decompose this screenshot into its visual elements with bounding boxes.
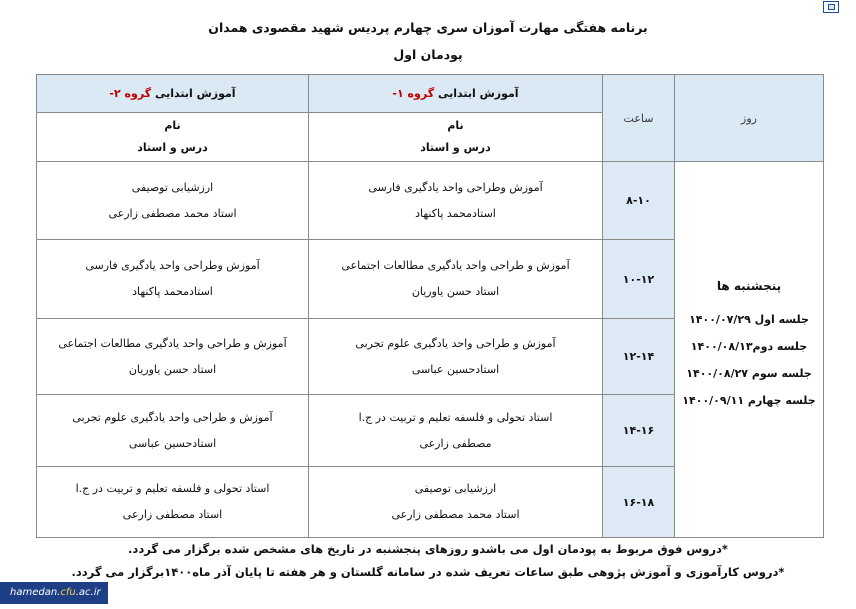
course-name: آموزش و طراحی واحد یادگیری مطالعات اجتماعی	[58, 336, 287, 350]
session-date: جلسه چهارم ۱۴۰۰/۰۹/۱۱	[682, 393, 816, 407]
teacher-name: استادحسین عباسی	[411, 362, 500, 376]
teacher-name: استادمحمد پاکنهاد	[132, 285, 213, 298]
group1-subheader	[309, 113, 603, 162]
group1-cell	[309, 240, 603, 319]
group1-header	[309, 75, 603, 113]
group2-cell	[37, 162, 309, 240]
day-title: پنجشنبه ها	[716, 278, 782, 293]
session-date: جلسه سوم ۱۴۰۰/۰۸/۲۷	[686, 366, 812, 380]
teacher-name: استاد محمد مصطفی زارعی	[391, 508, 520, 521]
site-logo	[0, 582, 108, 604]
course-name: آموزش و طراحی واحد یادگیری علوم تجربی	[72, 410, 273, 424]
course-name: آموزش وطراحی واحد یادگیری فارسی	[368, 180, 543, 194]
logo-main: hamedan.	[10, 587, 61, 598]
time-cell: ۱۴-۱۶	[603, 395, 675, 467]
course-name: استاد تحولی و فلسفه تعلیم و تربیت در ج.ا	[358, 410, 553, 424]
group2-subheader	[37, 113, 309, 162]
day-cell	[675, 162, 824, 538]
group1-cell	[309, 319, 603, 395]
teacher-name: استاد حسن یاوریان	[128, 362, 217, 376]
course-name: ارزشیابی توصیفی	[131, 180, 214, 194]
group2-cell	[37, 240, 309, 319]
group2-cell	[37, 395, 309, 467]
group2-label: گروه ۲-	[109, 87, 152, 100]
footnote-2: *دروس کارآموزی و آموزش پژوهی طبق ساعات تعریف شده در سامانه گلستان و هر هفته تا پایان آذر ماه۱۴۰۰برگزار می گردد.	[71, 565, 785, 579]
session-date: جلسه دوم۱۴۰۰/۰۸/۱۳	[690, 339, 808, 353]
name-label: نام	[447, 119, 464, 132]
day-header: روز	[675, 75, 824, 162]
group1-cell	[309, 395, 603, 467]
time-cell: ۸-۱۰	[603, 162, 675, 240]
footnote-1: *دروس فوق مربوط به پودمان اول می باشدو روزهای پنجشنبه در تاریخ های مشخص شده برگزار می گردد.	[128, 542, 728, 556]
group2-cell	[37, 467, 309, 538]
page-subtitle: پودمان اول	[393, 47, 463, 62]
course-name: استاد تحولی و فلسفه تعلیم و تربیت در ج.ا	[75, 482, 270, 495]
group1-label: گروه ۱-	[392, 87, 435, 100]
name-label: نام	[164, 119, 181, 132]
group1-cell	[309, 467, 603, 538]
group2-prefix: آموزش ابتدایی	[154, 87, 236, 100]
group2-header	[37, 75, 309, 113]
group2-cell	[37, 319, 309, 395]
course-teacher-label: درس و استاد	[420, 141, 491, 154]
schedule-table	[36, 74, 824, 538]
logo-accent: cfu	[60, 587, 76, 598]
course-teacher-label: درس و استاد	[137, 141, 208, 154]
session-date: جلسه اول ۱۴۰۰/۰۷/۲۹	[689, 312, 809, 326]
teacher-name: استاد حسن یاوریان	[411, 285, 500, 298]
course-name: ارزشیابی توصیفی	[414, 482, 497, 495]
table-row	[37, 162, 824, 240]
teacher-name: استادمحمد پاکنهاد	[415, 206, 496, 220]
time-header: ساعت	[603, 75, 675, 162]
course-name: آموزش و طراحی واحد یادگیری مطالعات اجتماعی	[341, 259, 570, 272]
teacher-name: استاد محمد مصطفی زارعی	[108, 206, 237, 220]
time-cell: ۱۲-۱۴	[603, 319, 675, 395]
group1-cell	[309, 162, 603, 240]
group1-prefix: آموزش ابتدایی	[437, 87, 519, 100]
time-cell: ۱۶-۱۸	[603, 467, 675, 538]
teacher-name: استاد مصطفی زارعی	[122, 508, 223, 521]
teacher-name: استادحسین عباسی	[128, 436, 217, 450]
teacher-name: مصطفی زارعی	[419, 436, 492, 450]
logo-suffix: .ac.ir	[75, 587, 101, 598]
course-name: آموزش وطراحی واحد یادگیری فارسی	[85, 259, 260, 272]
time-cell: ۱۰-۱۲	[603, 240, 675, 319]
page-title: برنامه هفتگی مهارت آموزان سری چهارم پردیس شهید مقصودی همدان	[208, 20, 648, 35]
table-header-row	[37, 75, 824, 113]
window-restore-icon[interactable]	[823, 1, 839, 13]
course-name: آموزش و طراحی واحد یادگیری علوم تجربی	[355, 336, 556, 350]
